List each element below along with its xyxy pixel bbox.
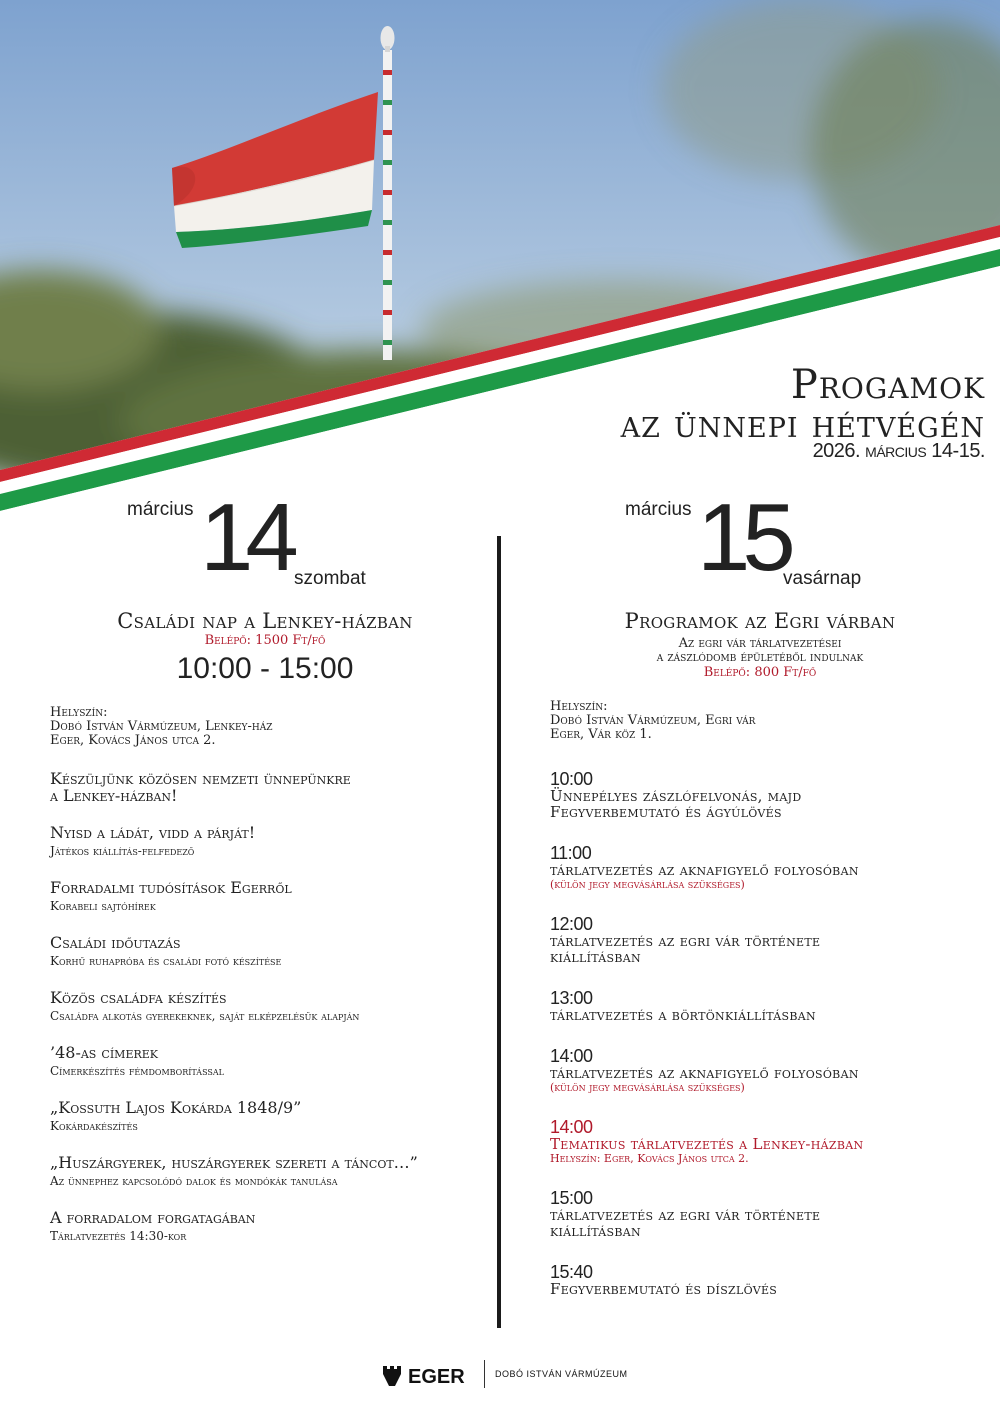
date-range: 2026. március 14-15. xyxy=(812,440,985,462)
month-label: március xyxy=(625,499,692,520)
schedule-item xyxy=(550,1047,995,1094)
program-subtitle: a zászlódomb épületéből indulnak xyxy=(656,650,864,665)
event-title: tárlatvezetés az aknafigyelő folyosóban xyxy=(550,1064,859,1082)
event-time: 14:00 xyxy=(550,1117,593,1137)
castle-logo-icon xyxy=(381,1364,403,1388)
event-desc: Korabeli sajtóhírek xyxy=(50,899,156,913)
event-time: 10:00 xyxy=(550,769,593,789)
footer-separator xyxy=(484,1360,485,1388)
event-title: Családi időutazás xyxy=(50,933,181,952)
location-line: Helyszín: xyxy=(50,705,108,720)
event-title: Nyisd a ládát, vidd a párját! xyxy=(50,823,256,842)
event-desc: Családfa alkotás gyerekeknek, saját elképzelésük alapján xyxy=(50,1009,360,1023)
program-title: Családi nap a Lenkey-házban xyxy=(117,609,413,633)
date-heading xyxy=(525,484,995,595)
event-note: (külön jegy megvásárlása szükséges) xyxy=(550,878,745,891)
event-time: 12:00 xyxy=(550,914,593,934)
event-title: A forradalom forgatagában xyxy=(50,1208,256,1227)
day-number: 15 xyxy=(697,484,788,591)
list-item xyxy=(50,1044,500,1079)
schedule-item xyxy=(550,1263,995,1297)
event-time: 15:40 xyxy=(550,1262,593,1282)
list-item xyxy=(50,879,500,914)
entry-fee: Belépő: 1500 Ft/fő xyxy=(204,633,326,648)
event-time: 11:00 xyxy=(550,843,592,863)
museum-name: DOBÓ ISTVÁN VÁRMÚZEUM xyxy=(495,1369,628,1379)
event-note: (külön jegy megvásárlása szükséges) xyxy=(550,1081,745,1094)
location-line: Helyszín: xyxy=(550,699,608,714)
schedule-item xyxy=(550,915,995,965)
event-time: 13:00 xyxy=(550,988,593,1008)
list-item xyxy=(50,1099,500,1134)
event-list xyxy=(50,770,500,1244)
event-title: Forradalmi tudósítások Egerről xyxy=(50,878,292,897)
opening-hours: 10:00 - 15:00 xyxy=(176,652,354,685)
event-title: kiállításban xyxy=(550,948,641,966)
weekday-label: vasárnap xyxy=(783,568,862,589)
intro-line: a Lenkey-házban! xyxy=(50,786,178,805)
schedule-item-highlight xyxy=(550,1118,995,1165)
schedule-item xyxy=(550,844,995,891)
event-desc: Játékos kiállítás-felfedező xyxy=(50,844,195,858)
location-block xyxy=(550,700,995,742)
schedule-item xyxy=(550,989,995,1023)
event-title: Fegyverbemutató és ágyúlövés xyxy=(550,803,782,821)
event-time: 15:00 xyxy=(550,1188,593,1208)
event-title: tárlatvezetés az egri vár története xyxy=(550,1206,821,1224)
month-label: március xyxy=(127,499,194,520)
date-heading xyxy=(30,484,500,595)
event-desc: Tárlatvezetés 14:30-kor xyxy=(50,1229,187,1243)
day-number: 14 xyxy=(200,484,291,591)
event-title: kiállításban xyxy=(550,1222,641,1240)
list-item xyxy=(50,989,500,1024)
location-line: Dobó István Vármúzeum, Egri vár xyxy=(550,713,756,728)
footer xyxy=(0,1356,1000,1396)
list-item xyxy=(50,934,500,969)
event-title: „Kossuth Lajos Kokárda 1848/9” xyxy=(50,1098,302,1117)
event-desc: Kokárdakészítés xyxy=(50,1119,138,1133)
list-item xyxy=(50,1154,500,1189)
intro-line: Készüljünk közösen nemzeti ünnepünkre xyxy=(50,769,351,788)
event-time: 14:00 xyxy=(550,1046,593,1066)
event-title: Ünnepélyes zászlófelvonás, majd xyxy=(550,787,802,805)
location-line: Dobó István Vármúzeum, Lenkey-ház xyxy=(50,719,273,734)
event-title: Közös családfa készítés xyxy=(50,988,227,1007)
list-item xyxy=(50,1209,500,1244)
location-line: Eger, Kovács János utca 2. xyxy=(50,733,216,748)
event-title: Tematikus tárlatvezetés a Lenkey-házban xyxy=(550,1135,864,1153)
schedule-item xyxy=(550,1189,995,1239)
program-subtitle: Az egri vár tárlatvezetései xyxy=(678,636,842,651)
event-title: tárlatvezetés az aknafigyelő folyosóban xyxy=(550,861,859,879)
event-title: tárlatvezetés a börtönkiállításban xyxy=(550,1006,816,1024)
day-column-march-14 xyxy=(30,484,500,1244)
event-title: tárlatvezetés az egri vár története xyxy=(550,932,821,950)
event-title: Fegyverbemutató és díszlövés xyxy=(550,1280,778,1298)
event-title: ’48-as címerek xyxy=(50,1043,159,1062)
location-block xyxy=(50,706,500,748)
page-title-line1: Progamok xyxy=(790,362,985,408)
event-title: „Huszárgyerek, huszárgyerek szereti a táncot…” xyxy=(50,1153,418,1172)
schedule-list xyxy=(550,770,995,1297)
intro-text xyxy=(50,770,500,804)
event-desc: Címerkészítés fémdomborítással xyxy=(50,1064,224,1078)
event-note: Helyszín: Eger, Kovács János utca 2. xyxy=(550,1152,749,1165)
page-title-line2: az ünnepi hétvégén xyxy=(620,402,985,446)
schedule-item xyxy=(550,770,995,820)
weekday-label: szombat xyxy=(294,568,366,589)
day-column-march-15 xyxy=(525,484,995,1298)
entry-fee: Belépő: 800 Ft/fő xyxy=(703,665,817,680)
program-title: Programok az Egri várban xyxy=(624,609,896,633)
location-line: Eger, Vár köz 1. xyxy=(550,727,652,742)
list-item xyxy=(50,824,500,859)
event-desc: Korhű ruhapróba és családi fotó készítése xyxy=(50,954,282,968)
event-desc: Az ünnephez kapcsolódó dalok és mondókák tanulása xyxy=(50,1174,338,1188)
brand-logo: EGER xyxy=(408,1366,465,1388)
